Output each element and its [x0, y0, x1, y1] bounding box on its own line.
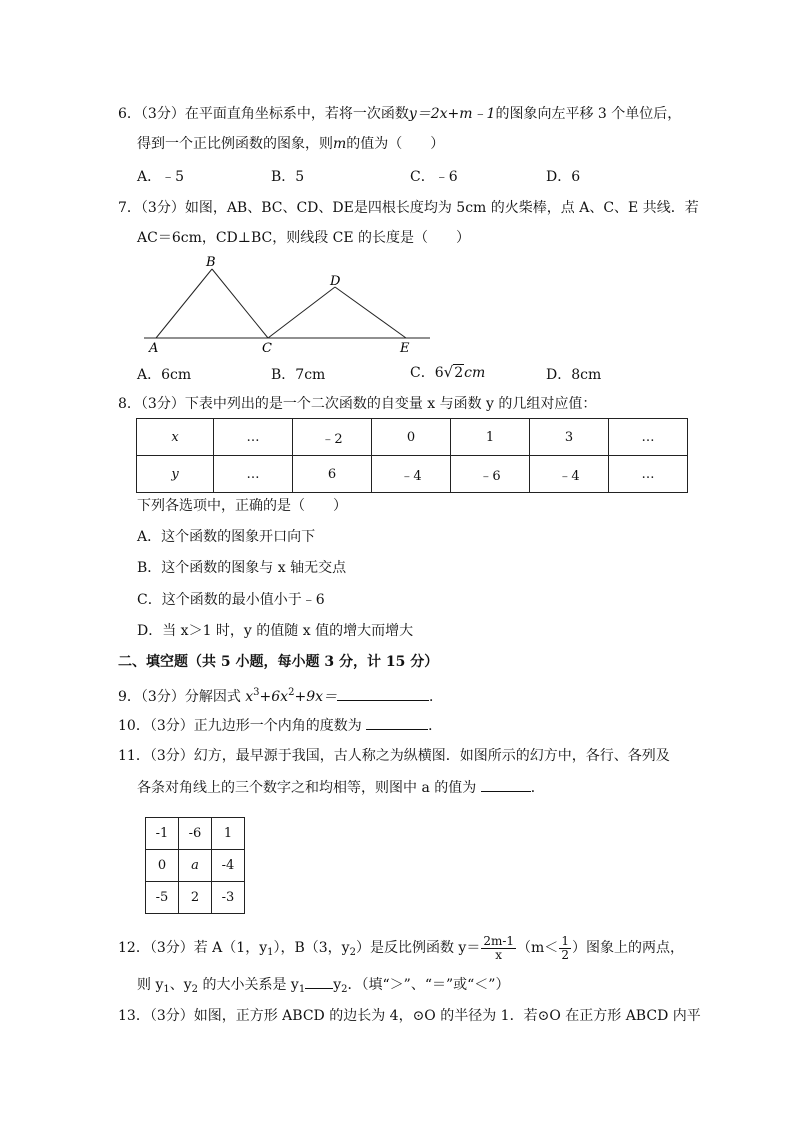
q11-text: 各条对角线上的三个数字之和均相等，则图中 a 的值为 [137, 780, 481, 796]
table-cell: ﹣6 [451, 456, 530, 493]
section-2-title: 二、填空题（共 5 小题，每小题 3 分，计 15 分） [118, 654, 439, 670]
table-cell: … [214, 456, 293, 493]
q12-text-b: ），B（3，y [273, 940, 350, 956]
q9-mid1: +6x [259, 689, 289, 705]
q8-option-b[interactable]: B．这个函数的图象与 x 轴无交点 [137, 560, 347, 576]
table-cell: y [137, 456, 214, 493]
magic-square [145, 817, 245, 914]
table-cell: ﹣2 [293, 419, 372, 456]
q12-sub1: 1 [267, 947, 274, 958]
q7-option-d[interactable]: D．8cm [546, 367, 602, 383]
q12-l2-s4: 2 [341, 984, 348, 995]
table-cell: x [137, 419, 214, 456]
table-row [146, 882, 245, 914]
q6-var-m: m [333, 136, 347, 152]
q6-option-a[interactable]: A．﹣5 [137, 169, 185, 185]
q12-l2-b: 、y [169, 977, 192, 993]
table-cell: 3 [530, 419, 609, 456]
q8-option-a[interactable]: A．这个函数的图象开口向下 [137, 529, 316, 545]
q10-answer-blank[interactable] [366, 715, 428, 730]
segment-de [335, 287, 406, 338]
q11-line1: 11．（3分）幻方，最早源于我国，古人称之为纵横图．如图所示的幻方中，各行、各列及 [118, 748, 670, 764]
q9-sup2: 2 [288, 687, 295, 698]
q12-sub2: 2 [349, 947, 356, 958]
table-cell: ﹣4 [530, 456, 609, 493]
magic-cell: -1 [146, 818, 179, 850]
q13-line1: 13．（3分）如图，正方形 ABCD 的边长为 4，⊙O 的半径为 1．若⊙O 在正方形 ABCD 内平 [118, 1008, 701, 1024]
q6-text2: 得到一个正比例函数的图象，则 [137, 136, 333, 152]
q6-formula: y＝2x+m﹣1 [408, 106, 496, 122]
label-e: E [400, 341, 410, 356]
magic-cell: -4 [212, 850, 245, 882]
q12-l2-a: 则 y [137, 977, 164, 993]
q12-text-d: （m＜ [517, 940, 559, 956]
q6-option-d[interactable]: D．6 [546, 169, 581, 185]
q6-option-c[interactable]: C．﹣6 [410, 169, 458, 185]
q12-text-c: ）是反比例函数 y＝ [355, 940, 481, 956]
q7-figure [138, 252, 438, 356]
q8-stem: 8．（3分）下表中列出的是一个二次函数的自变量 x 与函数 y 的几组对应值： [118, 396, 597, 412]
table-row [146, 818, 245, 850]
q7-option-c[interactable]: C．6√2cm [410, 363, 486, 381]
q11-end: ． [530, 780, 545, 796]
q12-frac-den: x [495, 947, 503, 962]
segment-ab [156, 269, 212, 338]
label-a: A [149, 341, 159, 356]
q12-line1 [118, 933, 684, 968]
magic-cell: a [179, 850, 212, 882]
magic-cell: 0 [146, 850, 179, 882]
q11-line2 [137, 777, 545, 798]
q7-line2: AC＝6cm，CD⊥BC，则线段 CE 的长度是（ ） [137, 230, 471, 246]
q9-end: ． [429, 689, 444, 705]
q7-option-b[interactable]: B．7cm [271, 367, 326, 383]
magic-cell: -5 [146, 882, 179, 914]
q8-prompt: 下列各选项中，正确的是（ ） [137, 498, 347, 514]
q9-expr-x: x [245, 689, 254, 705]
q6-text-end: 的图象向左平移 3 个单位后， [495, 106, 682, 122]
table-row-y [137, 456, 688, 493]
magic-cell: -6 [179, 818, 212, 850]
q10-line [118, 715, 442, 736]
q6-text2-end: 的值为（ ） [346, 136, 445, 152]
q12-text-a: 12．（3分）若 A（1，y [118, 940, 268, 956]
q7-option-a[interactable]: A．6cm [137, 367, 192, 383]
q12-l2-s2: 2 [191, 984, 199, 995]
segment-cd [268, 287, 335, 338]
q12-l2-s1: 1 [163, 984, 170, 995]
table-cell: 0 [372, 419, 451, 456]
q6-option-b[interactable]: B．5 [271, 169, 305, 185]
table-cell: ﹣4 [372, 456, 451, 493]
q6-line2 [137, 134, 444, 154]
q7-option-c-prefix: C．6 [410, 365, 444, 381]
q12-half-num: 1 [561, 933, 569, 948]
q12-l2-s3: 1 [298, 984, 306, 995]
q8-option-d[interactable]: D．当 x＞1 时，y 的值随 x 值的增大而增大 [137, 623, 414, 639]
q12-half-den: 2 [561, 947, 569, 962]
q6-line1 [118, 104, 681, 124]
q11-answer-blank[interactable] [481, 777, 531, 792]
table-cell: … [609, 419, 688, 456]
table-row-x [137, 419, 688, 456]
q12-l2-d: y [333, 977, 342, 993]
label-c: C [262, 341, 272, 356]
q7-option-c-unit: cm [464, 365, 486, 381]
q12-answer-blank[interactable] [305, 974, 333, 989]
q8-table [136, 418, 688, 493]
table-row [146, 850, 245, 882]
q12-text-e: ）图象上的两点， [571, 940, 684, 956]
q10-text: 10．（3分）正九边形一个内角的度数为 [118, 718, 367, 734]
q7-option-c-radicand: 2 [454, 365, 464, 381]
q9-answer-blank[interactable] [337, 686, 429, 701]
q9-sup3: 3 [253, 687, 260, 698]
q8-option-c[interactable]: C．这个函数的最小值小于﹣6 [137, 592, 325, 608]
q9-prefix: 9．（3分）分解因式 [118, 689, 246, 705]
magic-cell: 2 [179, 882, 212, 914]
q12-half [559, 935, 571, 962]
q12-line2 [137, 974, 509, 1000]
magic-cell: 1 [212, 818, 245, 850]
magic-cell: -3 [212, 882, 245, 914]
q9-line [118, 683, 443, 707]
q12-l2-e: ．（填“＞”、“＝”或“＜”） [347, 977, 510, 993]
table-cell: … [214, 419, 293, 456]
table-cell: 6 [293, 456, 372, 493]
table-cell: 1 [451, 419, 530, 456]
q12-l2-c: 的大小关系是 y [198, 977, 299, 993]
q7-line1: 7．（3分）如图，AB、BC、CD、DE是四根长度均为 5cm 的火柴棒，点 A、C、E 共线．若 [118, 200, 699, 216]
label-b: B [206, 255, 216, 270]
segment-bc [212, 269, 268, 338]
q10-end: ． [428, 718, 443, 734]
q12-fraction [481, 935, 516, 962]
label-d: D [330, 274, 341, 289]
q6-text: 6．（3分）在平面直角坐标系中，若将一次函数 [118, 106, 409, 122]
q12-frac-num: 2m-1 [483, 933, 515, 948]
q9-mid2: +9x＝ [294, 689, 338, 705]
table-cell: … [609, 456, 688, 493]
